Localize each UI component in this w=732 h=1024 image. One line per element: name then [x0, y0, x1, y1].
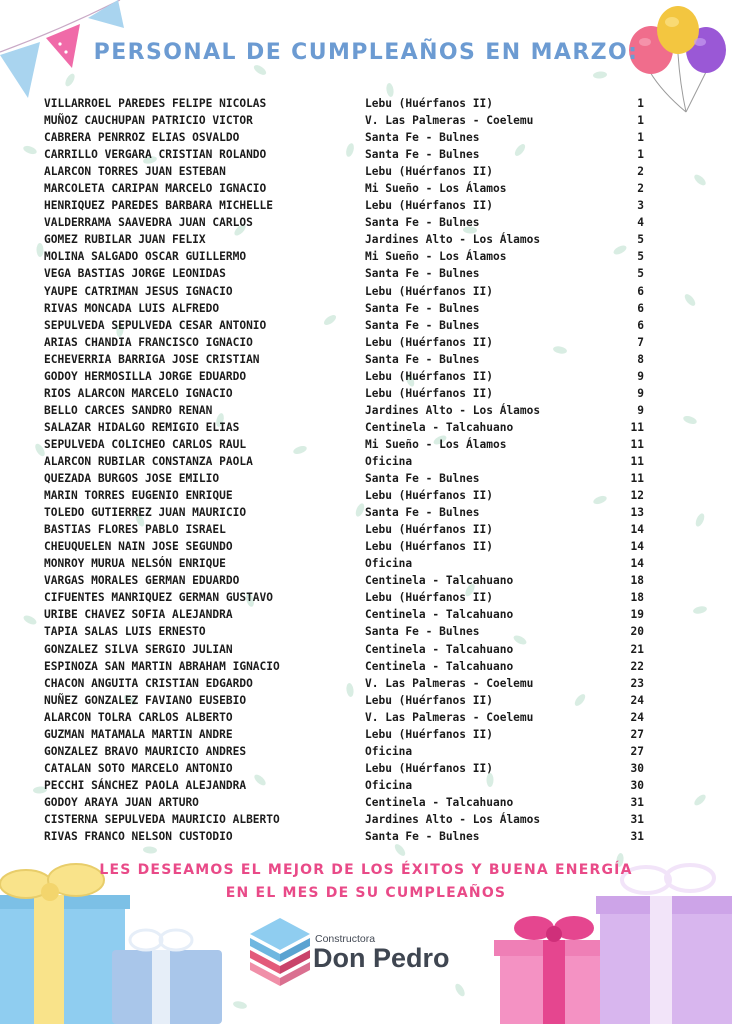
employee-name: MONROY MURUA NELSÓN ENRIQUE — [44, 557, 226, 571]
employee-branch: Centinela - Talcahuano — [365, 795, 514, 809]
employee-branch: Lebu (Huérfanos II) — [365, 369, 493, 383]
list-item — [44, 436, 644, 453]
employee-branch: Jardines Alto - Los Álamos — [365, 233, 541, 247]
leaf-icon — [63, 72, 76, 88]
employee-name: MARIN TORRES EUGENIO ENRIQUE — [44, 489, 233, 503]
employee-branch: Santa Fe - Bulnes — [365, 148, 480, 162]
birthday-day: 2 — [637, 165, 644, 179]
employee-branch: Jardines Alto - Los Álamos — [365, 812, 541, 826]
employee-branch: Oficina — [365, 744, 413, 758]
closing-message-line-1: LES DESEAMOS EL MEJOR DE LOS ÉXITOS Y BUENA ENERGÍA — [99, 862, 633, 878]
employee-name: GONZALEZ BRAVO MAURICIO ANDRES — [44, 744, 247, 758]
leaf-icon — [593, 71, 608, 79]
gift-box-small — [112, 930, 222, 1024]
employee-branch: Santa Fe - Bulnes — [365, 131, 480, 145]
list-item — [44, 419, 644, 436]
birthday-day: 21 — [630, 642, 644, 656]
birthday-day: 27 — [630, 744, 644, 758]
gift-box-pink — [494, 916, 618, 1024]
list-item — [44, 760, 644, 777]
birthday-day: 30 — [630, 761, 644, 775]
list-item — [44, 623, 644, 640]
list-item — [44, 180, 644, 197]
employee-name: YAUPE CATRIMAN JESUS IGNACIO — [44, 284, 233, 298]
list-item — [44, 112, 644, 129]
employee-name: GOMEZ RUBILAR JUAN FELIX — [44, 233, 206, 247]
leaf-icon — [692, 173, 707, 188]
list-item — [44, 197, 644, 214]
logo-name: Don Pedro — [313, 943, 450, 973]
list-item — [44, 692, 644, 709]
employee-branch: Santa Fe - Bulnes — [365, 216, 480, 230]
employee-branch: Lebu (Huérfanos II) — [365, 591, 493, 605]
birthday-day: 2 — [637, 182, 644, 196]
employee-name: RIVAS FRANCO NELSON CUSTODIO — [44, 830, 233, 844]
birthday-day: 14 — [630, 540, 644, 554]
employee-name: GONZALEZ SILVA SERGIO JULIAN — [44, 642, 233, 656]
employee-name: ALARCON TORRES JUAN ESTEBAN — [44, 165, 226, 179]
birthday-day: 5 — [637, 250, 644, 264]
list-item — [44, 504, 644, 521]
employee-branch: Lebu (Huérfanos II) — [365, 489, 493, 503]
list-item — [44, 828, 644, 845]
employee-branch: Santa Fe - Bulnes — [365, 301, 480, 315]
employee-branch: Santa Fe - Bulnes — [365, 318, 480, 332]
birthday-day: 13 — [630, 506, 644, 520]
birthday-day: 19 — [630, 608, 644, 622]
list-item — [44, 214, 644, 231]
employee-branch: Santa Fe - Bulnes — [365, 352, 480, 366]
employee-name: ESPINOZA SAN MARTIN ABRAHAM IGNACIO — [44, 659, 280, 673]
list-item — [44, 641, 644, 658]
list-item — [44, 163, 644, 180]
employee-name: SALAZAR HIDALGO REMIGIO ELIAS — [44, 420, 240, 434]
birthday-day: 11 — [630, 472, 644, 486]
employee-name: QUEZADA BURGOS JOSE EMILIO — [44, 472, 220, 486]
employee-name: GODOY HERMOSILLA JORGE EDUARDO — [44, 369, 247, 383]
list-item — [44, 538, 644, 555]
leaf-icon — [453, 982, 466, 998]
employee-branch: Santa Fe - Bulnes — [365, 506, 480, 520]
employee-name: TOLEDO GUTIERREZ JUAN MAURICIO — [44, 506, 247, 520]
employee-name: ECHEVERRIA BARRIGA JOSE CRISTIAN — [44, 352, 260, 366]
birthday-day: 9 — [637, 403, 644, 417]
employee-name: MOLINA SALGADO OSCAR GUILLERMO — [44, 250, 247, 264]
leaf-icon — [232, 1000, 247, 1010]
list-item — [44, 300, 644, 317]
birthday-day: 31 — [630, 812, 644, 826]
birthday-day: 18 — [630, 591, 644, 605]
list-item — [44, 231, 644, 248]
employee-name: PECCHI SÁNCHEZ PAOLA ALEJANDRA — [44, 778, 247, 792]
birthday-day: 5 — [637, 267, 644, 281]
logo-subtitle: Constructora — [315, 933, 376, 945]
birthday-day: 23 — [630, 676, 644, 690]
employee-name: RIVAS MONCADA LUIS ALFREDO — [44, 301, 220, 315]
employee-branch: V. Las Palmeras - Coelemu — [365, 114, 534, 128]
list-item — [44, 402, 644, 419]
birthday-day: 22 — [630, 659, 644, 673]
leaf-icon — [694, 512, 706, 528]
page-title: PERSONAL DE CUMPLEAÑOS EN MARZO: — [93, 40, 639, 65]
list-item — [44, 487, 644, 504]
list-item — [44, 709, 644, 726]
employee-name: VARGAS MORALES GERMAN EDUARDO — [44, 574, 240, 588]
leaf-icon — [683, 292, 697, 307]
birthday-day: 12 — [630, 489, 644, 503]
list-item — [44, 658, 644, 675]
birthday-day: 6 — [637, 284, 644, 298]
employee-name: CISTERNA SEPULVEDA MAURICIO ALBERTO — [44, 812, 280, 826]
employee-name: BASTIAS FLORES PABLO ISRAEL — [44, 523, 226, 537]
birthday-day: 6 — [637, 318, 644, 332]
birthday-day: 1 — [637, 131, 644, 145]
list-item — [44, 385, 644, 402]
employee-branch: Lebu (Huérfanos II) — [365, 761, 493, 775]
birthday-day: 18 — [630, 574, 644, 588]
employee-branch: Lebu (Huérfanos II) — [365, 693, 493, 707]
birthday-day: 1 — [637, 148, 644, 162]
employee-name: GUZMAN MATAMALA MARTIN ANDRE — [44, 727, 233, 741]
birthday-day: 9 — [637, 386, 644, 400]
leaf-icon — [252, 63, 268, 77]
employee-branch: Centinela - Talcahuano — [365, 608, 514, 622]
employee-name: SEPULVEDA SEPULVEDA CESAR ANTONIO — [44, 318, 267, 332]
birthday-day: 24 — [630, 693, 644, 707]
list-item — [44, 726, 644, 743]
employee-branch: V. Las Palmeras - Coelemu — [365, 676, 534, 690]
employee-name: ALARCON TOLRA CARLOS ALBERTO — [44, 710, 233, 724]
employee-name: MUÑOZ CAUCHUPAN PATRICIO VICTOR — [44, 114, 253, 128]
employee-branch: Oficina — [365, 454, 413, 468]
birthday-day: 31 — [630, 795, 644, 809]
employee-name: VEGA BASTIAS JORGE LEONIDAS — [44, 267, 226, 281]
employee-name: BELLO CARCES SANDRO RENAN — [44, 403, 213, 417]
list-item — [44, 265, 644, 282]
list-item — [44, 811, 644, 828]
employee-name: GODOY ARAYA JUAN ARTURO — [44, 795, 199, 809]
employee-branch: Lebu (Huérfanos II) — [365, 523, 493, 537]
leaf-icon — [22, 144, 38, 155]
list-item — [44, 572, 644, 589]
list-item — [44, 129, 644, 146]
list-item — [44, 283, 644, 300]
employee-branch: Centinela - Talcahuano — [365, 659, 514, 673]
list-item — [44, 521, 644, 538]
birthday-day: 1 — [637, 97, 644, 110]
list-item — [44, 317, 644, 334]
employee-name: CHACON ANGUITA CRISTIAN EDGARDO — [44, 676, 253, 690]
birthday-day: 14 — [630, 557, 644, 571]
birthday-day: 7 — [637, 335, 644, 349]
employee-branch: Lebu (Huérfanos II) — [365, 199, 493, 213]
employee-branch: Lebu (Huérfanos II) — [365, 335, 493, 349]
birthday-day: 14 — [630, 523, 644, 537]
logo-mark — [250, 918, 310, 986]
employee-branch: Santa Fe - Bulnes — [365, 472, 480, 486]
employee-name: MARCOLETA CARIPAN MARCELO IGNACIO — [44, 182, 267, 196]
list-item — [44, 334, 644, 351]
list-item — [44, 794, 644, 811]
employee-branch: Jardines Alto - Los Álamos — [365, 403, 541, 417]
employee-name: RIOS ALARCON MARCELO IGNACIO — [44, 386, 233, 400]
employee-name: ALARCON RUBILAR CONSTANZA PAOLA — [44, 454, 253, 468]
list-item — [44, 743, 644, 760]
leaf-icon — [692, 605, 707, 615]
employee-name: CABRERA PENRROZ ELIAS OSVALDO — [44, 131, 240, 145]
employee-name: CHEUQUELEN NAIN JOSE SEGUNDO — [44, 540, 233, 554]
birthday-day: 1 — [637, 114, 644, 128]
employee-name: SEPULVEDA COLICHEO CARLOS RAUL — [44, 437, 247, 451]
employee-name: CIFUENTES MANRIQUEZ GERMAN GUSTAVO — [44, 591, 274, 605]
list-item — [44, 675, 644, 692]
list-item — [44, 248, 644, 265]
birthday-day: 4 — [637, 216, 644, 230]
employee-name: HENRIQUEZ PAREDES BARBARA MICHELLE — [44, 199, 274, 213]
birthday-day: 3 — [637, 199, 644, 213]
birthday-day: 11 — [630, 454, 644, 468]
birthday-day: 8 — [637, 352, 644, 366]
employee-name: VALDERRAMA SAAVEDRA JUAN CARLOS — [44, 216, 253, 230]
birthday-day: 20 — [630, 625, 644, 639]
employee-name: CATALAN SOTO MARCELO ANTONIO — [44, 761, 233, 775]
employee-branch: Oficina — [365, 778, 413, 792]
employee-name: NUÑEZ GONZALEZ FAVIANO EUSEBIO — [44, 693, 247, 707]
employee-name: URIBE CHAVEZ SOFIA ALEJANDRA — [44, 608, 233, 622]
birthday-day: 5 — [637, 233, 644, 247]
birthday-day: 24 — [630, 710, 644, 724]
employee-branch: Lebu (Huérfanos II) — [365, 727, 493, 741]
leaf-icon — [682, 414, 698, 425]
employee-name: CARRILLO VERGARA CRISTIAN ROLANDO — [44, 148, 267, 162]
leaf-icon — [22, 614, 38, 627]
employee-branch: Santa Fe - Bulnes — [365, 625, 480, 639]
birthday-day: 11 — [630, 437, 644, 451]
employee-branch: Lebu (Huérfanos II) — [365, 97, 493, 110]
leaf-icon — [143, 846, 157, 854]
birthday-day: 9 — [637, 369, 644, 383]
employee-branch: Centinela - Talcahuano — [365, 642, 514, 656]
birthday-day: 27 — [630, 727, 644, 741]
closing-message-line-2: EN EL MES DE SU CUMPLEAÑOS — [225, 885, 507, 901]
birthday-day: 30 — [630, 778, 644, 792]
employee-branch: Centinela - Talcahuano — [365, 420, 514, 434]
list-item — [44, 555, 644, 572]
employee-name: TAPIA SALAS LUIS ERNESTO — [44, 625, 206, 639]
list-item — [44, 453, 644, 470]
employee-branch: Lebu (Huérfanos II) — [365, 386, 493, 400]
employee-branch: V. Las Palmeras - Coelemu — [365, 710, 534, 724]
list-item — [44, 368, 644, 385]
list-item — [44, 606, 644, 623]
leaf-icon — [36, 243, 43, 257]
list-item — [44, 351, 644, 368]
employee-branch: Mi Sueño - Los Álamos — [365, 437, 507, 451]
list-item — [44, 146, 644, 163]
employee-branch: Lebu (Huérfanos II) — [365, 165, 493, 179]
employee-name: VILLARROEL PAREDES FELIPE NICOLAS — [44, 97, 267, 110]
employee-name: ARIAS CHANDIA FRANCISCO IGNACIO — [44, 335, 253, 349]
employee-branch: Lebu (Huérfanos II) — [365, 284, 493, 298]
birthday-list — [44, 95, 644, 845]
employee-branch: Mi Sueño - Los Álamos — [365, 182, 507, 196]
employee-branch: Santa Fe - Bulnes — [365, 267, 480, 281]
employee-branch: Mi Sueño - Los Álamos — [365, 250, 507, 264]
leaf-icon — [692, 793, 707, 808]
employee-branch: Santa Fe - Bulnes — [365, 830, 480, 844]
birthday-day: 31 — [630, 830, 644, 844]
employee-branch: Centinela - Talcahuano — [365, 574, 514, 588]
employee-branch: Oficina — [365, 557, 413, 571]
list-item — [44, 470, 644, 487]
list-item — [44, 777, 644, 794]
list-item — [44, 95, 644, 112]
birthday-day: 11 — [630, 420, 644, 434]
employee-branch: Lebu (Huérfanos II) — [365, 540, 493, 554]
list-item — [44, 589, 644, 606]
birthday-day: 6 — [637, 301, 644, 315]
